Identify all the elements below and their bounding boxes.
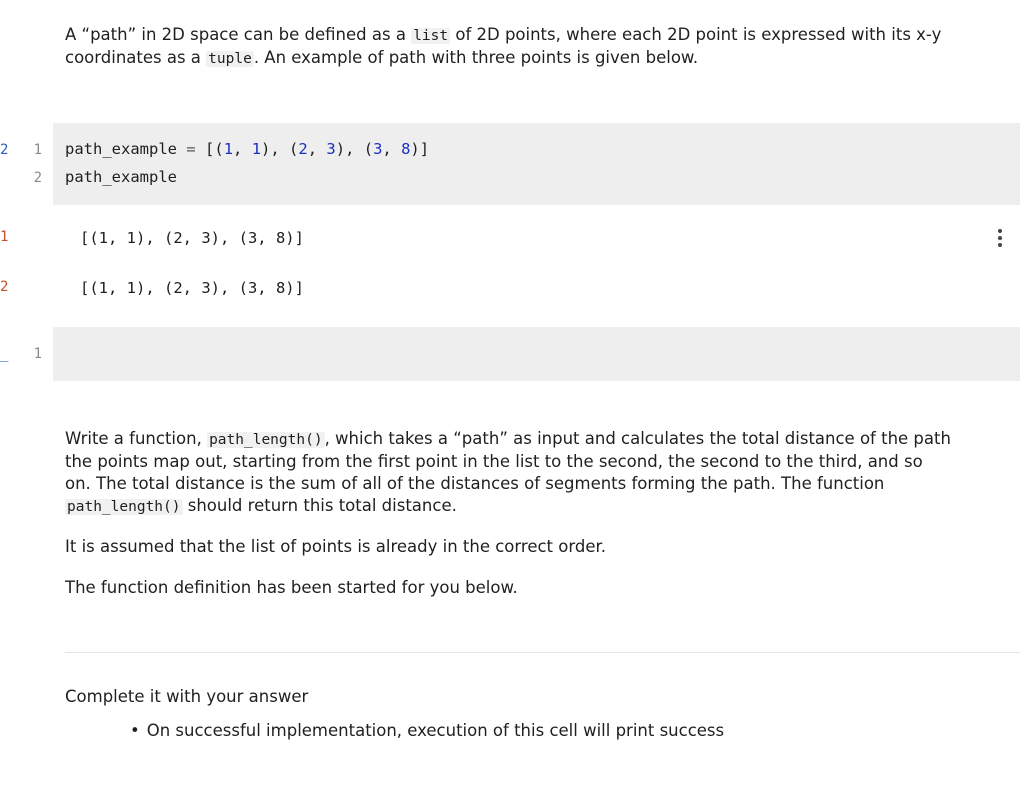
intro-text: coordinates as a (65, 48, 207, 67)
code-line-2[interactable]: path_example (65, 168, 177, 186)
line-number: 1 (33, 346, 42, 362)
code-punct: , (233, 140, 252, 158)
output-prompt: 2 (0, 279, 9, 295)
code-line-1[interactable] (65, 140, 429, 158)
markdown-task (65, 428, 1010, 518)
code-var: path_example (65, 140, 177, 158)
task-text: the points map out, starting from the first point in the list to the second, the second to the third, and so (65, 452, 923, 471)
task-text: , which takes a “path” as input and calculates the total distance of the path (324, 429, 951, 448)
code-number: 2 (298, 140, 308, 158)
markdown-intro (65, 24, 1010, 70)
execution-count: _ (0, 346, 9, 362)
code-number: 1 (251, 140, 262, 158)
code-punct: ), ( (261, 140, 299, 158)
task-paragraph-3: The function definition has been started for you below. (65, 578, 518, 597)
code-punct: , (382, 140, 402, 158)
code-cell-input[interactable] (53, 123, 1020, 205)
code-number: 3 (373, 140, 383, 158)
code-cell-input-empty[interactable] (53, 327, 1020, 381)
intro-line-2 (65, 47, 1010, 70)
task-paragraph-2: It is assumed that the list of points is already in the correct order. (65, 537, 606, 556)
code-punct: , (307, 140, 327, 158)
task-text: on. The total distance is the sum of all of the distances of segments forming the path. The function (65, 474, 885, 493)
line-number: 2 (33, 170, 42, 186)
code-operator: = (186, 140, 196, 158)
code-number: 1 (223, 140, 234, 158)
output-prompt: 1 (0, 229, 9, 245)
cell-divider (65, 652, 1020, 653)
code-punct: ), ( (335, 140, 374, 158)
code-punct: )] (410, 140, 430, 158)
task-text: Write a function, (65, 429, 208, 448)
intro-line-1 (65, 24, 1010, 47)
intro-text: . An example of path with three points is given below. (253, 48, 699, 67)
task-text: should return this total distance. (182, 496, 457, 515)
task-paragraph (65, 428, 1010, 518)
execution-count: 2 (0, 142, 9, 158)
output-text: [(1, 1), (2, 3), (3, 8)] (80, 279, 304, 297)
intro-text: of 2D points, where each 2D point is expressed with its x-y (450, 25, 942, 44)
intro-text: A “path” in 2D space can be defined as a (65, 25, 412, 44)
inline-code-path-length: path_length() (67, 499, 181, 515)
bullet-item: • On successful implementation, execution of this cell will print success (130, 721, 724, 740)
inline-code-tuple: tuple (208, 51, 252, 67)
line-number: 1 (33, 142, 42, 158)
more-options-icon[interactable] (996, 229, 1004, 247)
code-number: 8 (401, 140, 411, 158)
code-punct: [( (205, 140, 224, 158)
bullet-list (130, 721, 724, 740)
inline-code-list: list (413, 28, 449, 44)
output-text: [(1, 1), (2, 3), (3, 8)] (80, 229, 304, 247)
inline-code-path-length: path_length() (209, 432, 323, 448)
complete-heading: Complete it with your answer (65, 687, 309, 706)
code-number: 3 (326, 140, 336, 158)
